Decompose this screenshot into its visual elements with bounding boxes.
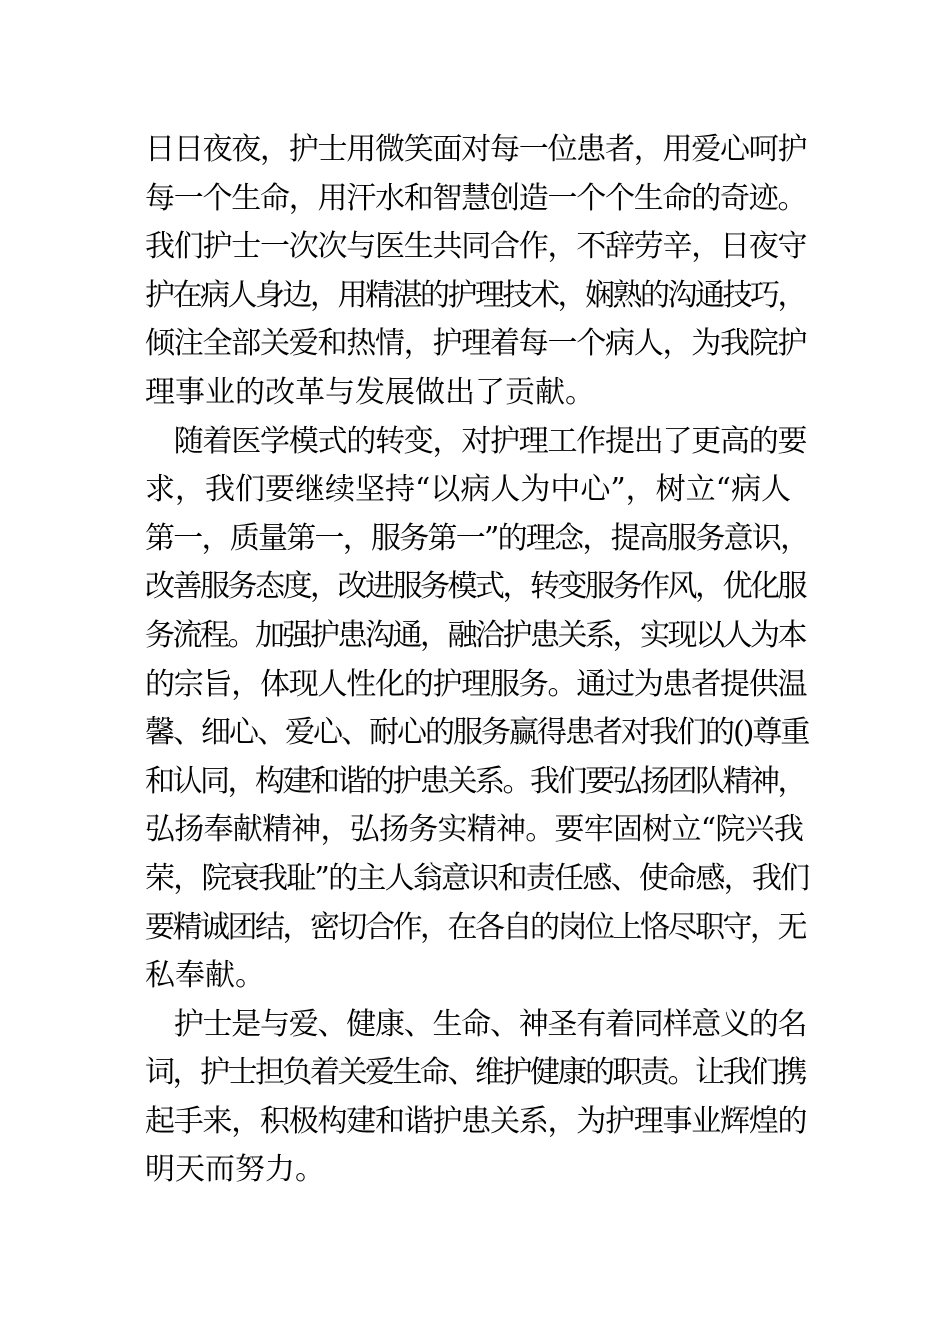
text-line: 倾注全部关爱和热情，护理着每一个病人，为我院护: [145, 326, 807, 362]
text-line: 务流程。加强护患沟通，融洽护患关系，实现以人为本: [145, 617, 805, 653]
text-line: 词，护士担负着关爱生命、维护健康的职责。让我们携: [145, 1055, 805, 1091]
text-line: 理事业的改革与发展做出了贡献。: [145, 374, 595, 410]
text-line: 起手来，积极构建和谐护患关系，为护理事业辉煌的: [145, 1103, 807, 1139]
text-line: 和认同，构建和谐的护患关系。我们要弘扬团队精神，: [145, 763, 805, 799]
text-line: 我们护士一次次与医生共同合作，不辞劳辛，日夜守: [145, 229, 807, 265]
text-line: 私奉献。: [145, 958, 265, 994]
text-line: 改善服务态度，改进服务模式，转变服务作风，优化服: [145, 569, 805, 605]
body-text: [145, 126, 807, 1195]
text-line: 每一个生命，用汗水和智慧创造一个个生命的奇迹。: [145, 180, 807, 216]
text-line: 的宗旨，体现人性化的护理服务。通过为患者提供温: [145, 666, 807, 702]
text-line: 第一，质量第一，服务第一”的理念，提高服务意识，: [145, 520, 809, 556]
text-line: 明天而努力。: [145, 1152, 325, 1188]
text-line: 荣，院衰我耻”的主人翁意识和责任感、使命感，我们: [145, 860, 809, 896]
text-line: 求，我们要继续坚持“以病人为中心”，树立“病人: [145, 472, 792, 508]
text-line: 日日夜夜，护士用微笑面对每一位患者，用爱心呵护: [145, 132, 807, 167]
text-line: 随着医学模式的转变，对护理工作提出了更高的要: [145, 423, 807, 459]
paragraph-1: [145, 126, 807, 418]
paragraph-3: [145, 1001, 807, 1195]
text-line: 弘扬奉献精神，弘扬务实精神。要牢固树立“院兴我: [145, 812, 804, 848]
paragraph-2: [145, 418, 807, 1001]
text-line: 护在病人身边，用精湛的护理技术，娴熟的沟通技巧，: [145, 277, 805, 313]
text-line: 护士是与爱、健康、生命、神圣有着同样意义的名: [145, 1006, 807, 1042]
text-line: 馨、细心、爱心、耐心的服务赢得患者对我们的()尊重: [145, 715, 809, 751]
text-line: 要精诚团结，密切合作，在各自的岗位上恪尽职守，无: [145, 909, 805, 945]
